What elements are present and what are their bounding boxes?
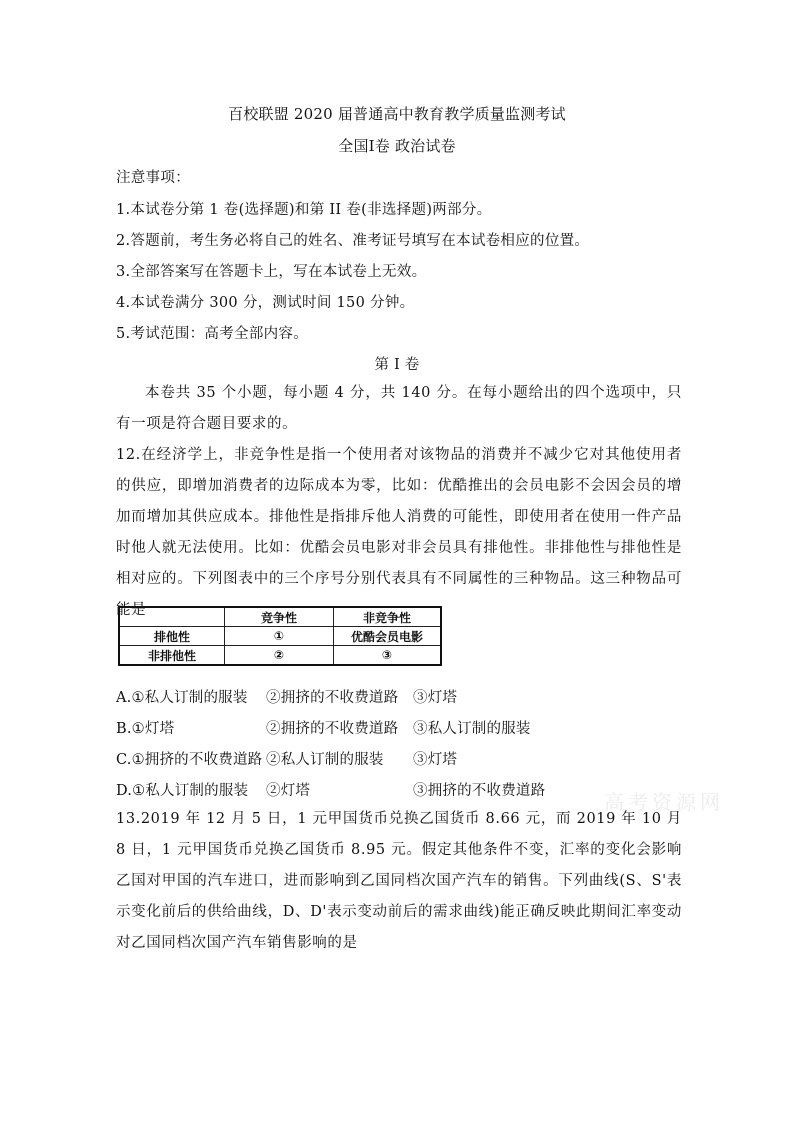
exam-title: 百校联盟 2020 届普通高中教育教学质量监测考试 [228,105,566,123]
option-c-1: C.①拥挤的不收费道路 [116,752,263,768]
table-corner-cell [119,607,225,627]
note-item-5: 5.考试范围：高考全部内容。 [116,326,309,342]
notes-heading: 注意事项： [116,170,190,186]
table-header-nonrival: 非竞争性 [334,607,442,627]
option-b-3: ③私人订制的服装 [413,721,531,737]
watermark: 高考资源网 [604,790,724,814]
note-item-1: 1.本试卷分第 1 卷(选择题)和第 II 卷(非选择题)两部分。 [116,202,492,218]
exam-subtitle: 全国I卷 政治试卷 [338,137,456,155]
table-cell-1: ① [225,627,334,646]
table-cell-youku: 优酷会员电影 [334,627,442,646]
section-title: 第 I 卷 [374,357,420,373]
option-d-3: ③拥挤的不收费道路 [413,783,546,799]
table-row-excludable: 排他性 [119,627,225,646]
note-item-2: 2.答题前，考生务必将自己的姓名、准考证号填写在本试卷相应的位置。 [116,233,590,249]
option-d-1: D.①私人订制的服装 [116,783,249,799]
question-13-stem: 13.2019 年 12 月 5 日，1 元甲国货币兑换乙国货币 8.66 元，而 2019 年 10 月 8 日，1 元甲国货币兑换乙国货币 8.95 元。假定其他条件不变，汇率的变化会影响乙国对甲国的汽车进口，进而影响到乙国同档次国产汽车的销售。下列曲线(S、S'表示变化前后的供给曲线，D、D'表示变动前后的需求曲线)能正确反映此期间汇率变动对乙国同档次国产汽车销售影响的是 [116,811,682,951]
property-table [118,606,442,666]
option-d-2: ②灯塔 [266,783,311,799]
option-a-1: A.①私人订制的服装 [116,690,248,706]
note-item-4: 4.本试卷满分 300 分，测试时间 150 分钟。 [116,295,415,311]
option-c-2: ②私人订制的服装 [266,752,384,768]
section-intro: 本卷共 35 个小题，每小题 4 分，共 140 分。在每小题给出的四个选项中，只有一项是符合题目要求的。 [116,385,682,432]
table-cell-3: ③ [334,646,442,666]
table-cell-2: ② [225,646,334,666]
table-header-rival: 竞争性 [225,607,334,627]
option-b-2: ②拥挤的不收费道路 [266,721,399,737]
option-c-3: ③灯塔 [413,752,458,768]
option-a-2: ②拥挤的不收费道路 [266,690,399,706]
note-item-3: 3.全部答案写在答题卡上，写在本试卷上无效。 [116,264,427,280]
option-b-1: B.①灯塔 [116,721,175,737]
table-row-nonexcludable: 非排他性 [119,646,225,666]
option-a-3: ③灯塔 [413,690,458,706]
question-12-stem: 12.在经济学上，非竞争性是指一个使用者对该物品的消费并不减少它对其他使用者的供应，即增加消费者的边际成本为零，比如：优酷推出的会员电影不会因会员的增加而增加其供应成本。排他性是指排斥他人消费的可能性，即使用者在使用一件产品时他人就无法使用。比如：优酷会员电影对非会员具有排他性。非排他性与排他性是相对应的。下列图表中的三个序号分别代表具有不同属性的三种物品。这三种物品可能是 [116,447,682,618]
